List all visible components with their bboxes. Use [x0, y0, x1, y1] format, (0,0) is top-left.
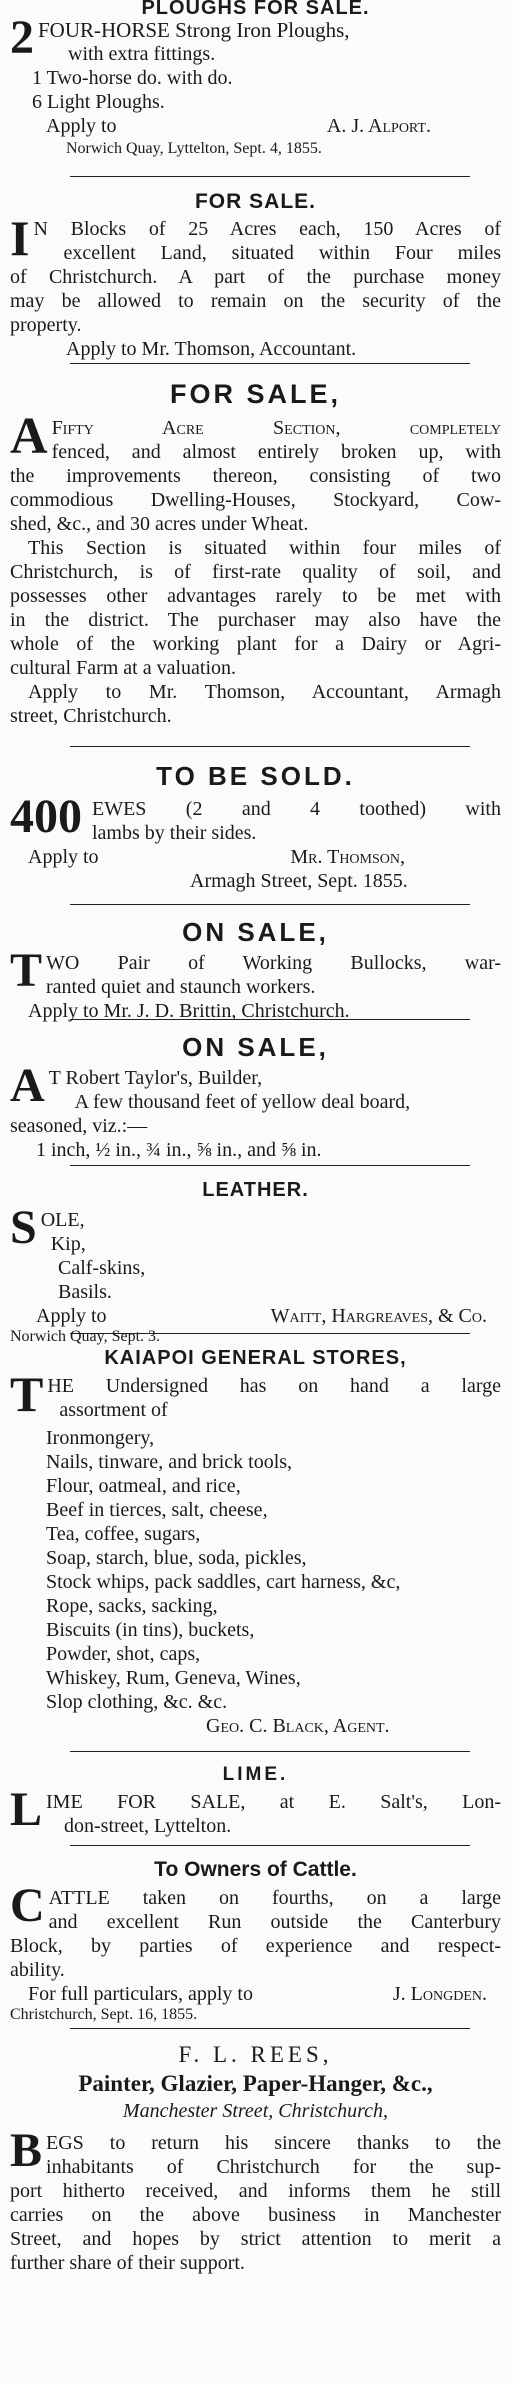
- ad-line: Block, by parties of experience and respect-: [10, 1935, 501, 1957]
- ad-line: Calf-skins,: [58, 1257, 146, 1279]
- drop-initial: 2: [10, 11, 34, 64]
- ad-line: don-street, Lyttelton.: [64, 1815, 232, 1837]
- apply-line: [10, 114, 501, 138]
- ad-heading: To Owners of Cattle.: [154, 1858, 357, 1881]
- ad-heading: TO BE SOLD.: [156, 761, 355, 791]
- signature: Geo. C. Black, Agent.: [206, 1715, 390, 1737]
- apply-line: Apply to Mr. J. D. Brittin, Christchurch.: [28, 1000, 350, 1022]
- ad-line: T Robert Taylor's, Builder,: [48, 1067, 263, 1089]
- ad-line: WO Pair of Working Bullocks, war-: [46, 952, 501, 974]
- ad-heading: F. L. REES,: [178, 2042, 333, 2067]
- ad-line: EGS to return his sincere thanks to the: [46, 2132, 501, 2154]
- ad-line: further share of their support.: [10, 2252, 245, 2274]
- ad-kaiapoi-stores: [10, 1334, 501, 1751]
- ad-land-blocks: [10, 177, 501, 363]
- list-item: Biscuits (in tins), buckets,: [46, 1619, 255, 1641]
- ad-rees-painter: [10, 2029, 501, 2274]
- ad-line: OLE,: [40, 1209, 85, 1231]
- apply-label: For full particulars, apply to: [28, 1983, 253, 2005]
- ad-line: N Blocks of 25 Acres each, 150 Acres of: [33, 218, 501, 240]
- ad-line: Basils.: [58, 1281, 112, 1303]
- ad-line: Kip,: [50, 1233, 86, 1255]
- list-item: Ironmongery,: [46, 1427, 155, 1449]
- ad-bullocks: [10, 905, 501, 1022]
- ad-line: may be allowed to remain on the security of the: [10, 290, 501, 312]
- ad-fifty-acre: [10, 364, 501, 746]
- list-item: Powder, shot, caps,: [46, 1643, 201, 1665]
- apply-line: Apply to Mr. Thomson, Accountant, Armagh: [28, 681, 501, 703]
- ad-heading: FOR SALE,: [169, 379, 341, 409]
- ad-heading: PLOUGHS FOR SALE.: [141, 0, 370, 16]
- advertiser-name: A. J. Alport.: [326, 115, 431, 137]
- apply-line: [10, 845, 501, 869]
- ad-line: 1 Two-horse do. with do.: [32, 67, 233, 89]
- ad-line: and excellent Run outside the Canterbury: [48, 1911, 501, 1933]
- ad-line: inhabitants of Christchurch for the sup-: [46, 2156, 501, 2178]
- ad-line: lambs by their sides.: [92, 822, 257, 844]
- ad-line: fenced, and almost entirely broken up, with: [51, 441, 501, 463]
- ad-line: in the district. The purchaser may also have the: [10, 609, 501, 631]
- ad-line: whole of the working plant for a Dairy or Agri-: [10, 633, 501, 655]
- apply-label: Apply to: [36, 1305, 107, 1327]
- ad-line: shed, &c., and 30 acres under Wheat.: [10, 513, 309, 535]
- list-item: Nails, tinware, and brick tools,: [46, 1451, 293, 1473]
- list-item: Tea, coffee, sugars,: [46, 1523, 201, 1545]
- ad-line: seasoned, viz.:—: [10, 1115, 148, 1137]
- ad-line: with extra fittings.: [68, 43, 216, 65]
- drop-initial: T: [10, 1366, 44, 1422]
- drop-initial: B: [10, 2124, 43, 2177]
- ad-heading: KAIAPOI GENERAL STORES,: [104, 1347, 407, 1369]
- list-item: Beef in tierces, salt, cheese,: [46, 1499, 268, 1521]
- ad-builder: [10, 1020, 501, 1165]
- ad-line: EWES (2 and 4 toothed) with: [92, 798, 501, 820]
- ad-heading: LIME.: [222, 1764, 289, 1785]
- ad-leather: [10, 1166, 501, 1345]
- ad-heading: ON SALE,: [182, 1032, 329, 1062]
- list-item: Rope, sacks, sacking,: [46, 1595, 218, 1617]
- ad-line: IME FOR SALE, at E. Salt's, Lon-: [46, 1791, 501, 1813]
- ad-ewes: [10, 747, 501, 904]
- apply-label: Apply to: [28, 846, 99, 868]
- advertiser-name: J. Longden.: [392, 1983, 487, 2005]
- drop-initial: T: [10, 944, 43, 997]
- list-item: Flour, oatmeal, and rice,: [46, 1475, 241, 1497]
- drop-initial: A: [10, 1059, 45, 1112]
- ad-address: Manchester Street, Christchurch,: [122, 2100, 389, 2122]
- ad-lime: [10, 1752, 501, 1845]
- ad-line: port hitherto received, and informs them he still: [10, 2180, 501, 2202]
- ad-line: A few thousand feet of yellow deal board,: [74, 1091, 411, 1113]
- advertiser-name: Mr. Thomson,: [290, 846, 405, 868]
- ad-line: 6 Light Ploughs.: [32, 91, 165, 113]
- ad-heading: ON SALE,: [182, 917, 329, 947]
- ad-footer: Christchurch, Sept. 16, 1855.: [10, 2006, 198, 2023]
- ad-line: HE Undersigned has on hand a large: [47, 1375, 501, 1397]
- ad-line: Christchurch, is of first-rate quality of soil, and: [10, 561, 501, 583]
- ad-line: This Section is situated within four miles of: [28, 537, 501, 559]
- drop-initial: A: [10, 408, 48, 465]
- ad-line: Street, and hopes by strict attention to merit a: [10, 2228, 501, 2250]
- apply-line: Apply to Mr. Thomson, Accountant.: [66, 338, 357, 360]
- ad-heading: FOR SALE.: [194, 190, 316, 213]
- ad-line: cultural Farm at a valuation.: [10, 657, 237, 679]
- apply-line: [10, 1982, 501, 2006]
- ad-line: Armagh Street, Sept. 1855.: [190, 870, 408, 892]
- ad-footer: Norwich Quay, Sept. 3.: [10, 1328, 161, 1345]
- ad-line: FOUR-HORSE Strong Iron Ploughs,: [38, 18, 350, 42]
- apply-line: street, Christchurch.: [10, 705, 172, 727]
- ad-line: the improvements thereon, consisting of two: [10, 465, 501, 487]
- list-item: Stock whips, pack saddles, cart harness, &c,: [46, 1571, 401, 1593]
- ad-ploughs: [10, 0, 501, 176]
- drop-initial: C: [10, 1879, 45, 1932]
- list-item: Whiskey, Rum, Geneva, Wines,: [46, 1667, 301, 1689]
- ad-line: carries on the above business in Manchester: [10, 2204, 501, 2226]
- drop-initial: 400: [10, 790, 82, 843]
- ad-footer: Norwich Quay, Lyttelton, Sept. 4, 1855.: [66, 140, 322, 157]
- apply-line: [10, 1304, 501, 1328]
- ad-heading: LEATHER.: [202, 1179, 309, 1201]
- ad-line: assortment of: [59, 1399, 168, 1421]
- list-item: Slop clothing, &c. &c.: [46, 1691, 228, 1713]
- advertiser-name: Waitt, Hargreaves, & Co.: [270, 1305, 487, 1327]
- drop-initial: I: [10, 210, 30, 266]
- ad-line: property.: [10, 314, 82, 336]
- ad-line: 1 inch, ½ in., ¾ in., ⅝ in., and ⅝ in.: [36, 1139, 322, 1161]
- ad-line: ability.: [10, 1959, 65, 1981]
- ad-line: ranted quiet and staunch workers.: [46, 976, 316, 998]
- apply-label: Apply to: [46, 115, 117, 137]
- drop-initial: L: [10, 1783, 43, 1836]
- ad-line: ATTLE taken on fourths, on a large: [48, 1887, 501, 1909]
- ad-subheading: Painter, Glazier, Paper-Hanger, &c.,: [78, 2071, 433, 2096]
- list-item: Soap, starch, blue, soda, pickles,: [46, 1547, 307, 1569]
- ad-line: excellent Land, situated within Four miles: [63, 242, 501, 264]
- ad-line: of Christchurch. A part of the purchase money: [10, 266, 501, 288]
- drop-initial: S: [10, 1201, 37, 1254]
- ad-line: commodious Dwelling-Houses, Stockyard, Cow-: [10, 489, 501, 511]
- goods-list: [10, 1426, 501, 1714]
- ad-line: Fifty Acre Section, completely: [51, 417, 501, 439]
- ad-cattle: [10, 1846, 501, 2028]
- ad-line: possesses other advantages rarely to be met with: [10, 585, 501, 607]
